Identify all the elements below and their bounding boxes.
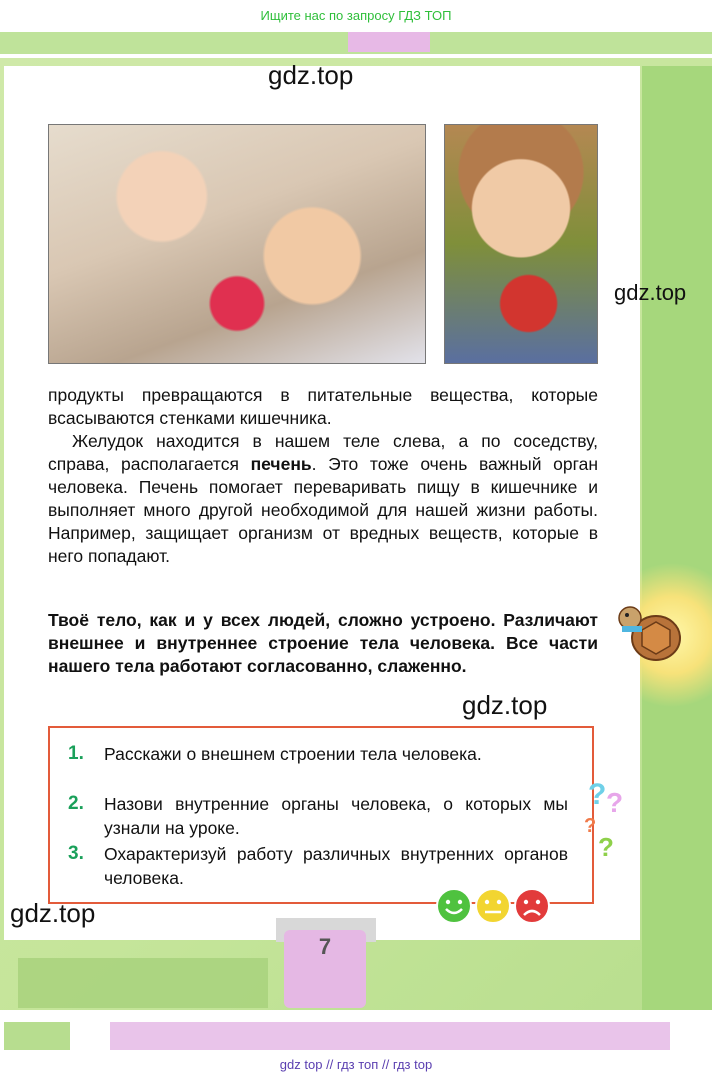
neutral-face-icon (476, 889, 510, 923)
term-liver: печень (250, 454, 312, 474)
question-marks-icon (584, 774, 634, 860)
tasks-box (48, 726, 597, 904)
watermark: gdz.top (268, 60, 354, 90)
svg-text:?: ? (584, 815, 597, 837)
next-page-strip (0, 1022, 712, 1050)
paragraph-intestine: продукты превращаются в питательные вещества, которые всасываются стенками кишечника. (48, 385, 598, 428)
watermark: gdz.top (614, 280, 687, 305)
watermark: gdz.top (10, 898, 96, 928)
task-item (68, 842, 568, 890)
top-banner[interactable] (0, 0, 712, 32)
task-item (68, 742, 568, 766)
task-number: 2. (68, 793, 84, 814)
footer-link[interactable]: гдз топ (336, 1057, 379, 1072)
task-item (68, 792, 568, 840)
photo-boy-eating-watermelon (444, 124, 598, 364)
bottom-decor (18, 958, 268, 1008)
svg-text:?: ? (598, 832, 614, 860)
page-number: 7 (284, 930, 366, 1008)
task-text: Назови внутренние органы человека, о которых мы узнали на уроке. (104, 794, 568, 838)
task-number: 1. (68, 743, 84, 764)
turtle-icon (614, 600, 684, 666)
previous-page-tab (348, 32, 430, 52)
bottom-banner (0, 1052, 712, 1082)
task-text: Расскажи о внешнем строении тела человека. (104, 744, 482, 764)
paragraph-liver (48, 430, 598, 568)
task-text: Охарактеризуй работу различных внутренних органов человека. (104, 844, 568, 888)
photo-children-at-table (48, 124, 426, 364)
svg-text:?: ? (606, 787, 624, 818)
paragraph-liver-start: Желудок находится в нашем теле слева, а по соседству, справа, располагается (48, 431, 598, 474)
footer-separator: // (326, 1057, 334, 1072)
previous-page-strip (0, 32, 712, 54)
paragraph-liver-end: . Это тоже очень важный орган человека. Печень помогает переваривать пищу в кишечнике и выполняет много другой необходимой для нашей жизни работы. Например, защищает организм от вредных веществ, которые в него попадают. (48, 454, 598, 566)
task-number: 3. (68, 843, 84, 864)
sad-face-icon (515, 889, 549, 923)
footer-separator: // (381, 1057, 390, 1072)
footer-link[interactable]: гдз top (392, 1057, 433, 1072)
footer-link[interactable]: gdz top (279, 1057, 323, 1072)
svg-text:?: ? (588, 778, 607, 811)
side-band (642, 66, 712, 1010)
watermark: gdz.top (462, 690, 548, 720)
self-assessment-faces (436, 886, 552, 926)
top-banner-text[interactable]: Ищите нас по запросу ГДЗ ТОП (260, 8, 452, 23)
next-page-pink (110, 1022, 670, 1050)
smile-face-icon (437, 889, 471, 923)
next-page-green (4, 1022, 70, 1050)
paragraph-summary: Твоё тело, как и у всех людей, сложно устроено. Различают внешнее и внутреннее строение тела человека. Все части нашего тела работают согласованно, слаженно. (48, 610, 598, 676)
